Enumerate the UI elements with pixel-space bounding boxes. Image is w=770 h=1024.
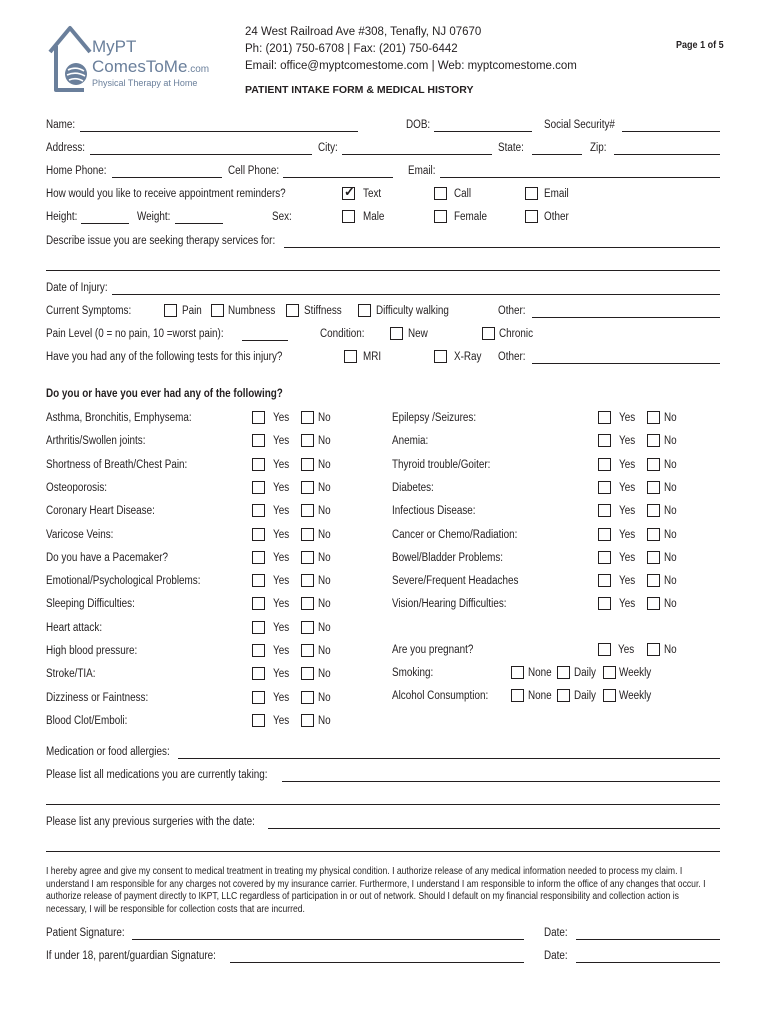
medications-label: Please list all medications you are currently taking: [46,769,268,781]
condition-yes-label: Yes [619,412,636,424]
zip-label: Zip: [590,142,607,154]
consent-text: I hereby agree and give my consent to medical treatment in treating my physical condition. I authorize release of any medical information needed to process my claim. I understand I am responsible for any charges not covered by my insurance carrier. Furthermore, I understand I am responsible to inform the office of any changes that occur. I authorize release of payment directly to IKPT, LLC regardless of participation in or out of network. Should I default on my financial responsibility and collection action is necessary, I will be responsible for collection costs that are incurred. [46,866,706,915]
alcohol-weekly-checkbox[interactable] [603,689,616,702]
condition-yes-label: Yes [273,692,290,704]
pregnant-no-label: No [664,644,677,656]
condition-yes-label: Yes [273,435,290,447]
condition-no-label: No [664,552,677,564]
reminder-email-checkbox[interactable] [525,187,538,200]
condition-yes-label: Yes [619,552,636,564]
smoking-none-label: None [528,667,552,679]
condition-no-checkbox[interactable] [301,691,314,704]
condition-label: High blood pressure: [46,645,138,657]
condition-label: Coronary Heart Disease: [46,505,155,517]
page-number: Page 1 of 5 [676,39,724,51]
condition-label: Severe/Frequent Headaches [392,575,519,587]
state-field[interactable] [532,154,582,155]
symptom-stiffness-label: Stiffness [304,305,342,317]
condition-yes-checkbox[interactable] [252,504,265,517]
condition-chronic-checkbox[interactable] [482,327,495,340]
condition-no-label: No [318,412,331,424]
form-title: PATIENT INTAKE FORM & MEDICAL HISTORY [245,84,474,96]
medications-field-line2[interactable] [46,804,720,805]
smoking-weekly-label: Weekly [619,667,652,679]
smoking-weekly-checkbox[interactable] [603,666,616,679]
reminder-text-label: Text [363,188,382,200]
symptom-walking-label: Difficulty walking [376,305,449,317]
condition-no-label: No [318,459,331,471]
condition-no-label: No [318,598,331,610]
city-field[interactable] [342,154,492,155]
condition-yes-checkbox[interactable] [252,621,265,634]
symptom-stiffness-checkbox[interactable] [286,304,299,317]
condition-yes-checkbox[interactable] [598,481,611,494]
condition-no-label: No [664,575,677,587]
condition-label: Do you have a Pacemaker? [46,552,169,564]
address-field[interactable] [90,154,312,155]
alcohol-daily-label: Daily [574,690,596,702]
patient-date-field[interactable] [576,939,720,940]
condition-label: Arthritis/Swollen joints: [46,435,146,447]
clinic-phone: Ph: (201) 750-6708 | Fax: (201) 750-6442 [245,43,458,55]
condition-no-label: No [664,529,677,541]
email-label: Email: [408,165,436,177]
condition-no-label: No [318,692,331,704]
condition-yes-checkbox[interactable] [252,597,265,610]
reminder-call-label: Call [454,188,472,200]
condition-label: Condition: [320,328,365,340]
condition-yes-label: Yes [273,622,290,634]
pregnant-label: Are you pregnant? [392,644,474,656]
guardian-date-field[interactable] [576,962,720,963]
condition-yes-checkbox[interactable] [598,504,611,517]
condition-yes-checkbox[interactable] [252,481,265,494]
email-field[interactable] [440,177,720,178]
condition-no-checkbox[interactable] [301,714,314,727]
sex-male-checkbox[interactable] [342,210,355,223]
condition-no-label: No [664,598,677,610]
pain-level-label: Pain Level (0 = no pain, 10 =worst pain): [46,328,224,340]
condition-label: Osteoporosis: [46,482,108,494]
date-of-injury-label: Date of Injury: [46,282,108,294]
surgeries-field-line2[interactable] [46,851,720,852]
condition-no-label: No [318,529,331,541]
condition-no-checkbox[interactable] [301,551,314,564]
condition-label: Anemia: [392,435,429,447]
clinic-address: 24 West Railroad Ave #308, Tenafly, NJ 07670 [245,26,482,38]
name-label: Name: [46,119,76,131]
zip-field[interactable] [614,154,720,155]
condition-label: Emotional/Psychological Problems: [46,575,201,587]
height-label: Height: [46,211,78,223]
condition-yes-checkbox[interactable] [252,714,265,727]
condition-no-checkbox[interactable] [301,621,314,634]
symptom-walking-checkbox[interactable] [358,304,371,317]
city-label: City: [318,142,338,154]
alcohol-none-checkbox[interactable] [511,689,524,702]
reminder-call-checkbox[interactable] [434,187,447,200]
address-label: Address: [46,142,86,154]
condition-no-checkbox[interactable] [301,481,314,494]
tests-question: Have you had any of the following tests for this injury? [46,351,283,363]
sex-female-label: Female [454,211,487,223]
condition-yes-label: Yes [273,459,290,471]
sex-male-label: Male [363,211,385,223]
condition-no-checkbox[interactable] [647,434,660,447]
state-label: State: [498,142,524,154]
logo-line1: MyPT [92,37,137,56]
condition-yes-checkbox[interactable] [252,528,265,541]
condition-no-label: No [664,435,677,447]
condition-no-checkbox[interactable] [647,504,660,517]
height-field[interactable] [81,223,129,224]
cell-phone-label: Cell Phone: [228,165,280,177]
condition-label: Bowel/Bladder Problems: [392,552,504,564]
condition-yes-label: Yes [619,459,636,471]
alcohol-label: Alcohol Consumption: [392,690,489,702]
condition-no-label: No [318,552,331,564]
condition-yes-label: Yes [273,529,290,541]
condition-yes-checkbox[interactable] [252,574,265,587]
surgeries-field[interactable] [268,828,720,829]
condition-label: Stroke/TIA: [46,668,96,680]
condition-yes-checkbox[interactable] [598,528,611,541]
medications-field[interactable] [282,781,720,782]
dob-label: DOB: [406,119,431,131]
allergies-field[interactable] [178,758,720,759]
date-of-injury-field[interactable] [112,294,720,295]
smoking-daily-label: Daily [574,667,596,679]
condition-no-label: No [318,482,331,494]
patient-date-label: Date: [544,927,568,939]
surgeries-label: Please list any previous surgeries with the date: [46,816,255,828]
reminder-text-checkbox[interactable] [342,184,355,200]
condition-no-checkbox[interactable] [647,481,660,494]
guardian-signature-label: If under 18, parent/guardian Signature: [46,950,216,962]
guardian-date-label: Date: [544,950,568,962]
logo-tagline: Physical Therapy at Home [92,78,198,88]
condition-no-checkbox[interactable] [301,411,314,424]
condition-yes-checkbox[interactable] [598,458,611,471]
home-phone-field[interactable] [112,177,222,178]
alcohol-daily-checkbox[interactable] [557,689,570,702]
condition-new-checkbox[interactable] [390,327,403,340]
weight-field[interactable] [175,223,223,224]
dob-field[interactable] [434,131,532,132]
condition-no-checkbox[interactable] [301,434,314,447]
condition-label: Dizziness or Faintness: [46,692,149,704]
condition-no-label: No [664,482,677,494]
condition-yes-label: Yes [619,575,636,587]
test-other-label: Other: [498,351,526,363]
alcohol-weekly-label: Weekly [619,690,652,702]
condition-yes-label: Yes [273,598,290,610]
pregnant-no-checkbox[interactable] [647,643,660,656]
condition-yes-label: Yes [619,505,636,517]
condition-label: Diabetes: [392,482,434,494]
condition-yes-checkbox[interactable] [598,411,611,424]
condition-yes-label: Yes [619,482,636,494]
patient-signature-field[interactable] [132,939,524,940]
condition-no-checkbox[interactable] [301,504,314,517]
pain-level-field[interactable] [242,340,288,341]
condition-label: Sleeping Difficulties: [46,598,135,610]
condition-no-checkbox[interactable] [647,597,660,610]
condition-no-checkbox[interactable] [301,574,314,587]
test-xray-label: X-Ray [454,351,482,363]
condition-yes-checkbox[interactable] [252,551,265,564]
condition-yes-label: Yes [273,668,290,680]
condition-label: Shortness of Breath/Chest Pain: [46,459,188,471]
condition-chronic-label: Chronic [499,328,534,340]
history-heading: Do you or have you ever had any of the following? [46,388,283,400]
condition-no-checkbox[interactable] [301,667,314,680]
condition-yes-label: Yes [273,505,290,517]
condition-no-label: No [318,715,331,727]
cell-phone-field[interactable] [283,177,393,178]
patient-signature-label: Patient Signature: [46,927,125,939]
ssn-label: Social Security# [544,119,615,131]
reminder-email-label: Email [544,188,569,200]
home-phone-label: Home Phone: [46,165,107,177]
condition-no-checkbox[interactable] [647,411,660,424]
symptom-other-field[interactable] [532,317,720,318]
condition-no-checkbox[interactable] [647,574,660,587]
test-other-field[interactable] [532,363,720,364]
condition-no-label: No [664,412,677,424]
condition-no-label: No [318,622,331,634]
condition-no-label: No [318,505,331,517]
condition-label: Vision/Hearing Difficulties: [392,598,507,610]
condition-yes-checkbox[interactable] [252,411,265,424]
symptom-pain-label: Pain [182,305,202,317]
condition-yes-label: Yes [273,482,290,494]
sex-other-checkbox[interactable] [525,210,538,223]
condition-no-checkbox[interactable] [301,458,314,471]
pregnant-yes-label: Yes [618,644,635,656]
condition-yes-label: Yes [273,715,290,727]
condition-no-checkbox[interactable] [301,644,314,657]
condition-no-checkbox[interactable] [647,528,660,541]
condition-yes-label: Yes [619,529,636,541]
condition-yes-checkbox[interactable] [252,691,265,704]
pregnant-yes-checkbox[interactable] [598,643,611,656]
smoking-label: Smoking: [392,667,434,679]
condition-no-checkbox[interactable] [647,458,660,471]
sex-label: Sex: [272,211,292,223]
symptom-other-label: Other: [498,305,526,317]
condition-yes-label: Yes [619,598,636,610]
weight-label: Weight: [137,211,171,223]
condition-yes-checkbox[interactable] [252,434,265,447]
condition-yes-label: Yes [273,645,290,657]
checkmark-icon: ✓ [344,184,355,199]
condition-no-checkbox[interactable] [647,551,660,564]
condition-no-label: No [664,459,677,471]
condition-yes-label: Yes [619,435,636,447]
current-symptoms-label: Current Symptoms: [46,305,132,317]
condition-yes-label: Yes [273,552,290,564]
condition-yes-checkbox[interactable] [252,667,265,680]
symptom-numbness-label: Numbness [228,305,276,317]
smoking-daily-checkbox[interactable] [557,666,570,679]
allergies-label: Medication or food allergies: [46,746,170,758]
condition-label: Cancer or Chemo/Radiation: [392,529,518,541]
describe-issue-field[interactable] [284,247,720,248]
clinic-email-web: Email: office@myptcomestome.com | Web: myptcomestome.com [245,60,577,72]
reminder-question: How would you like to receive appointment reminders? [46,188,286,200]
condition-yes-checkbox[interactable] [598,434,611,447]
describe-issue-label: Describe issue you are seeking therapy services for: [46,235,276,247]
symptom-numbness-checkbox[interactable] [211,304,224,317]
condition-new-label: New [408,328,428,340]
condition-no-label: No [318,435,331,447]
condition-no-checkbox[interactable] [301,597,314,610]
condition-no-label: No [318,668,331,680]
condition-no-label: No [318,575,331,587]
condition-no-checkbox[interactable] [301,528,314,541]
condition-yes-checkbox[interactable] [598,574,611,587]
test-mri-checkbox[interactable] [344,350,357,363]
condition-yes-checkbox[interactable] [598,551,611,564]
condition-yes-checkbox[interactable] [252,458,265,471]
name-field[interactable] [80,131,358,132]
condition-label: Thyroid trouble/Goiter: [392,459,491,471]
describe-issue-field-line2[interactable] [46,270,720,271]
condition-yes-label: Yes [273,575,290,587]
logo-line2: ComesToMe.com [92,57,210,76]
condition-yes-checkbox[interactable] [252,644,265,657]
sex-female-checkbox[interactable] [434,210,447,223]
condition-label: Asthma, Bronchitis, Emphysema: [46,412,192,424]
condition-label: Blood Clot/Emboli: [46,715,128,727]
alcohol-none-label: None [528,690,552,702]
smoking-none-checkbox[interactable] [511,666,524,679]
condition-label: Epilepsy /Seizures: [392,412,477,424]
condition-no-label: No [664,505,677,517]
condition-label: Heart attack: [46,622,103,634]
condition-no-label: No [318,645,331,657]
ssn-field[interactable] [622,131,720,132]
condition-yes-checkbox[interactable] [598,597,611,610]
condition-yes-label: Yes [273,412,290,424]
condition-label: Varicose Veins: [46,529,114,541]
symptom-pain-checkbox[interactable] [164,304,177,317]
condition-label: Infectious Disease: [392,505,476,517]
test-xray-checkbox[interactable] [434,350,447,363]
guardian-signature-field[interactable] [230,962,524,963]
test-mri-label: MRI [363,351,382,363]
sex-other-label: Other [544,211,569,223]
